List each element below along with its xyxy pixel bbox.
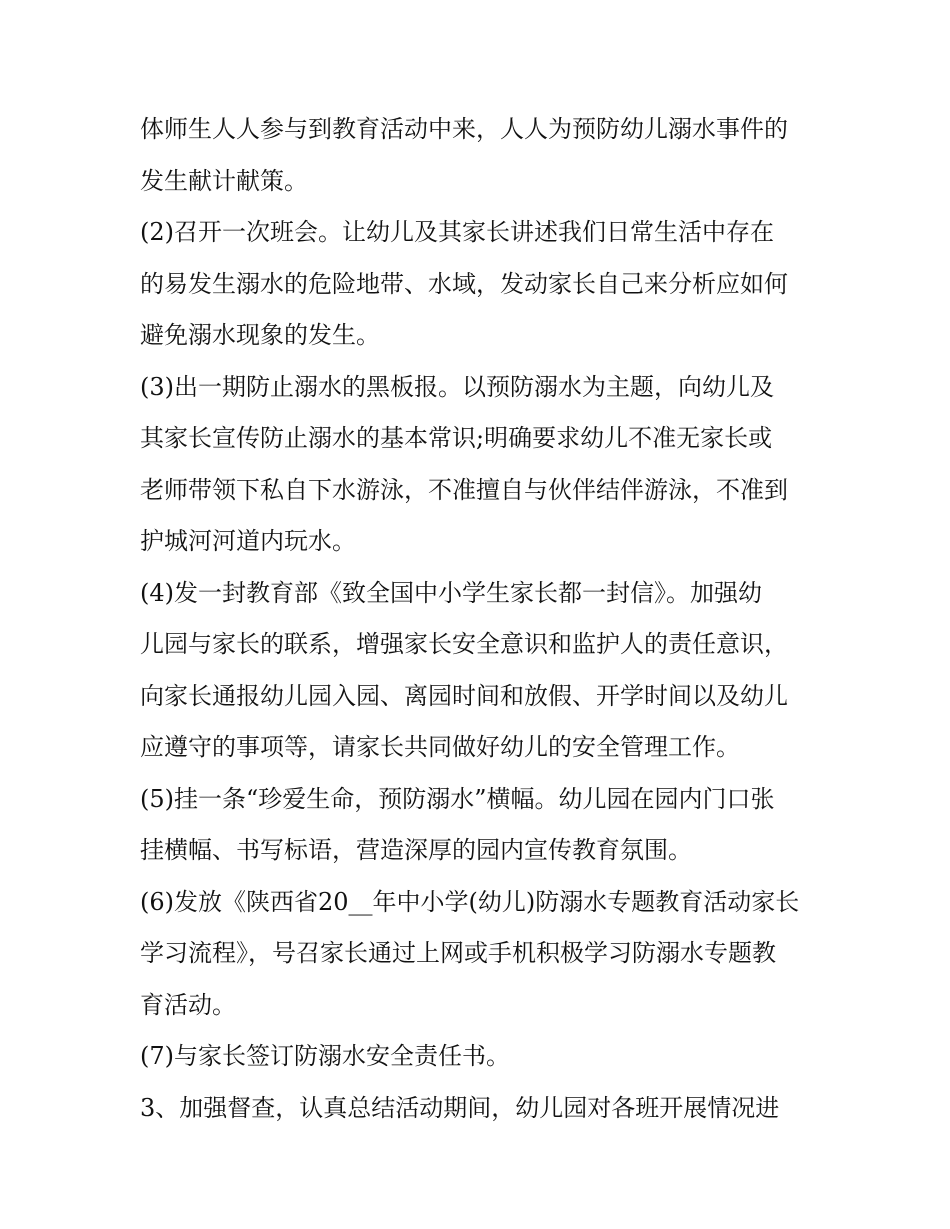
text-line: 向家长通报幼儿园入园、离园时间和放假、开学时间以及幼儿 bbox=[140, 681, 788, 710]
text-line: 护城河河道内玩水。 bbox=[140, 527, 356, 555]
text-line: 挂横幅、书写标语，营造深厚的园内宣传教育氛围。 bbox=[140, 836, 692, 864]
text-line: 老师带领下私自下水游泳，不准擅自与伙伴结伴游泳，不准到 bbox=[140, 475, 788, 504]
text-line: (3)出一期防止溺水的黑板报。以预防溺水为主题，向幼儿及 bbox=[140, 372, 774, 401]
text-line: (7)与家长签订防溺水安全责任书。 bbox=[140, 1042, 510, 1070]
text-line: 体师生人人参与到教育活动中来，人人为预防幼儿溺水事件的 bbox=[140, 115, 788, 143]
text-line: 儿园与家长的联系，增强家长安全意识和监护人的责任意识， bbox=[140, 630, 788, 658]
text-line: 育活动。 bbox=[140, 990, 236, 1019]
text-line: (2)召开一次班会。让幼儿及其家长讲述我们日常生活中存在 bbox=[140, 218, 774, 246]
text-line: 应遵守的事项等，请家长共同做好幼儿的安全管理工作。 bbox=[140, 733, 740, 761]
text-line: 的易发生溺水的危险地带、水域，发动家长自己来分析应如何 bbox=[140, 269, 788, 298]
text-line: 学习流程》，号召家长通过上网或手机积极学习防溺水专题教 bbox=[140, 939, 776, 967]
text-line: (4)发一封教育部《致全国中小学生家长都一封信》。加强幼 bbox=[140, 578, 762, 607]
text-line: 发生献计献策。 bbox=[140, 166, 308, 195]
text-line: (5)挂一条“珍爱生命，预防溺水”横幅。幼儿园在园内门口张 bbox=[140, 784, 775, 813]
body-text bbox=[140, 104, 820, 1134]
text-line: 3、加强督查，认真总结活动期间，幼儿园对各班开展情况进 bbox=[140, 1093, 780, 1122]
text-line: (6)发放《陕西省20__年中小学(幼儿)防溺水专题教育活动家长 bbox=[140, 887, 800, 916]
text-line: 其家长宣传防止溺水的基本常识;明确要求幼儿不准无家长或 bbox=[140, 424, 773, 452]
text-line: 避免溺水现象的发生。 bbox=[140, 321, 380, 349]
